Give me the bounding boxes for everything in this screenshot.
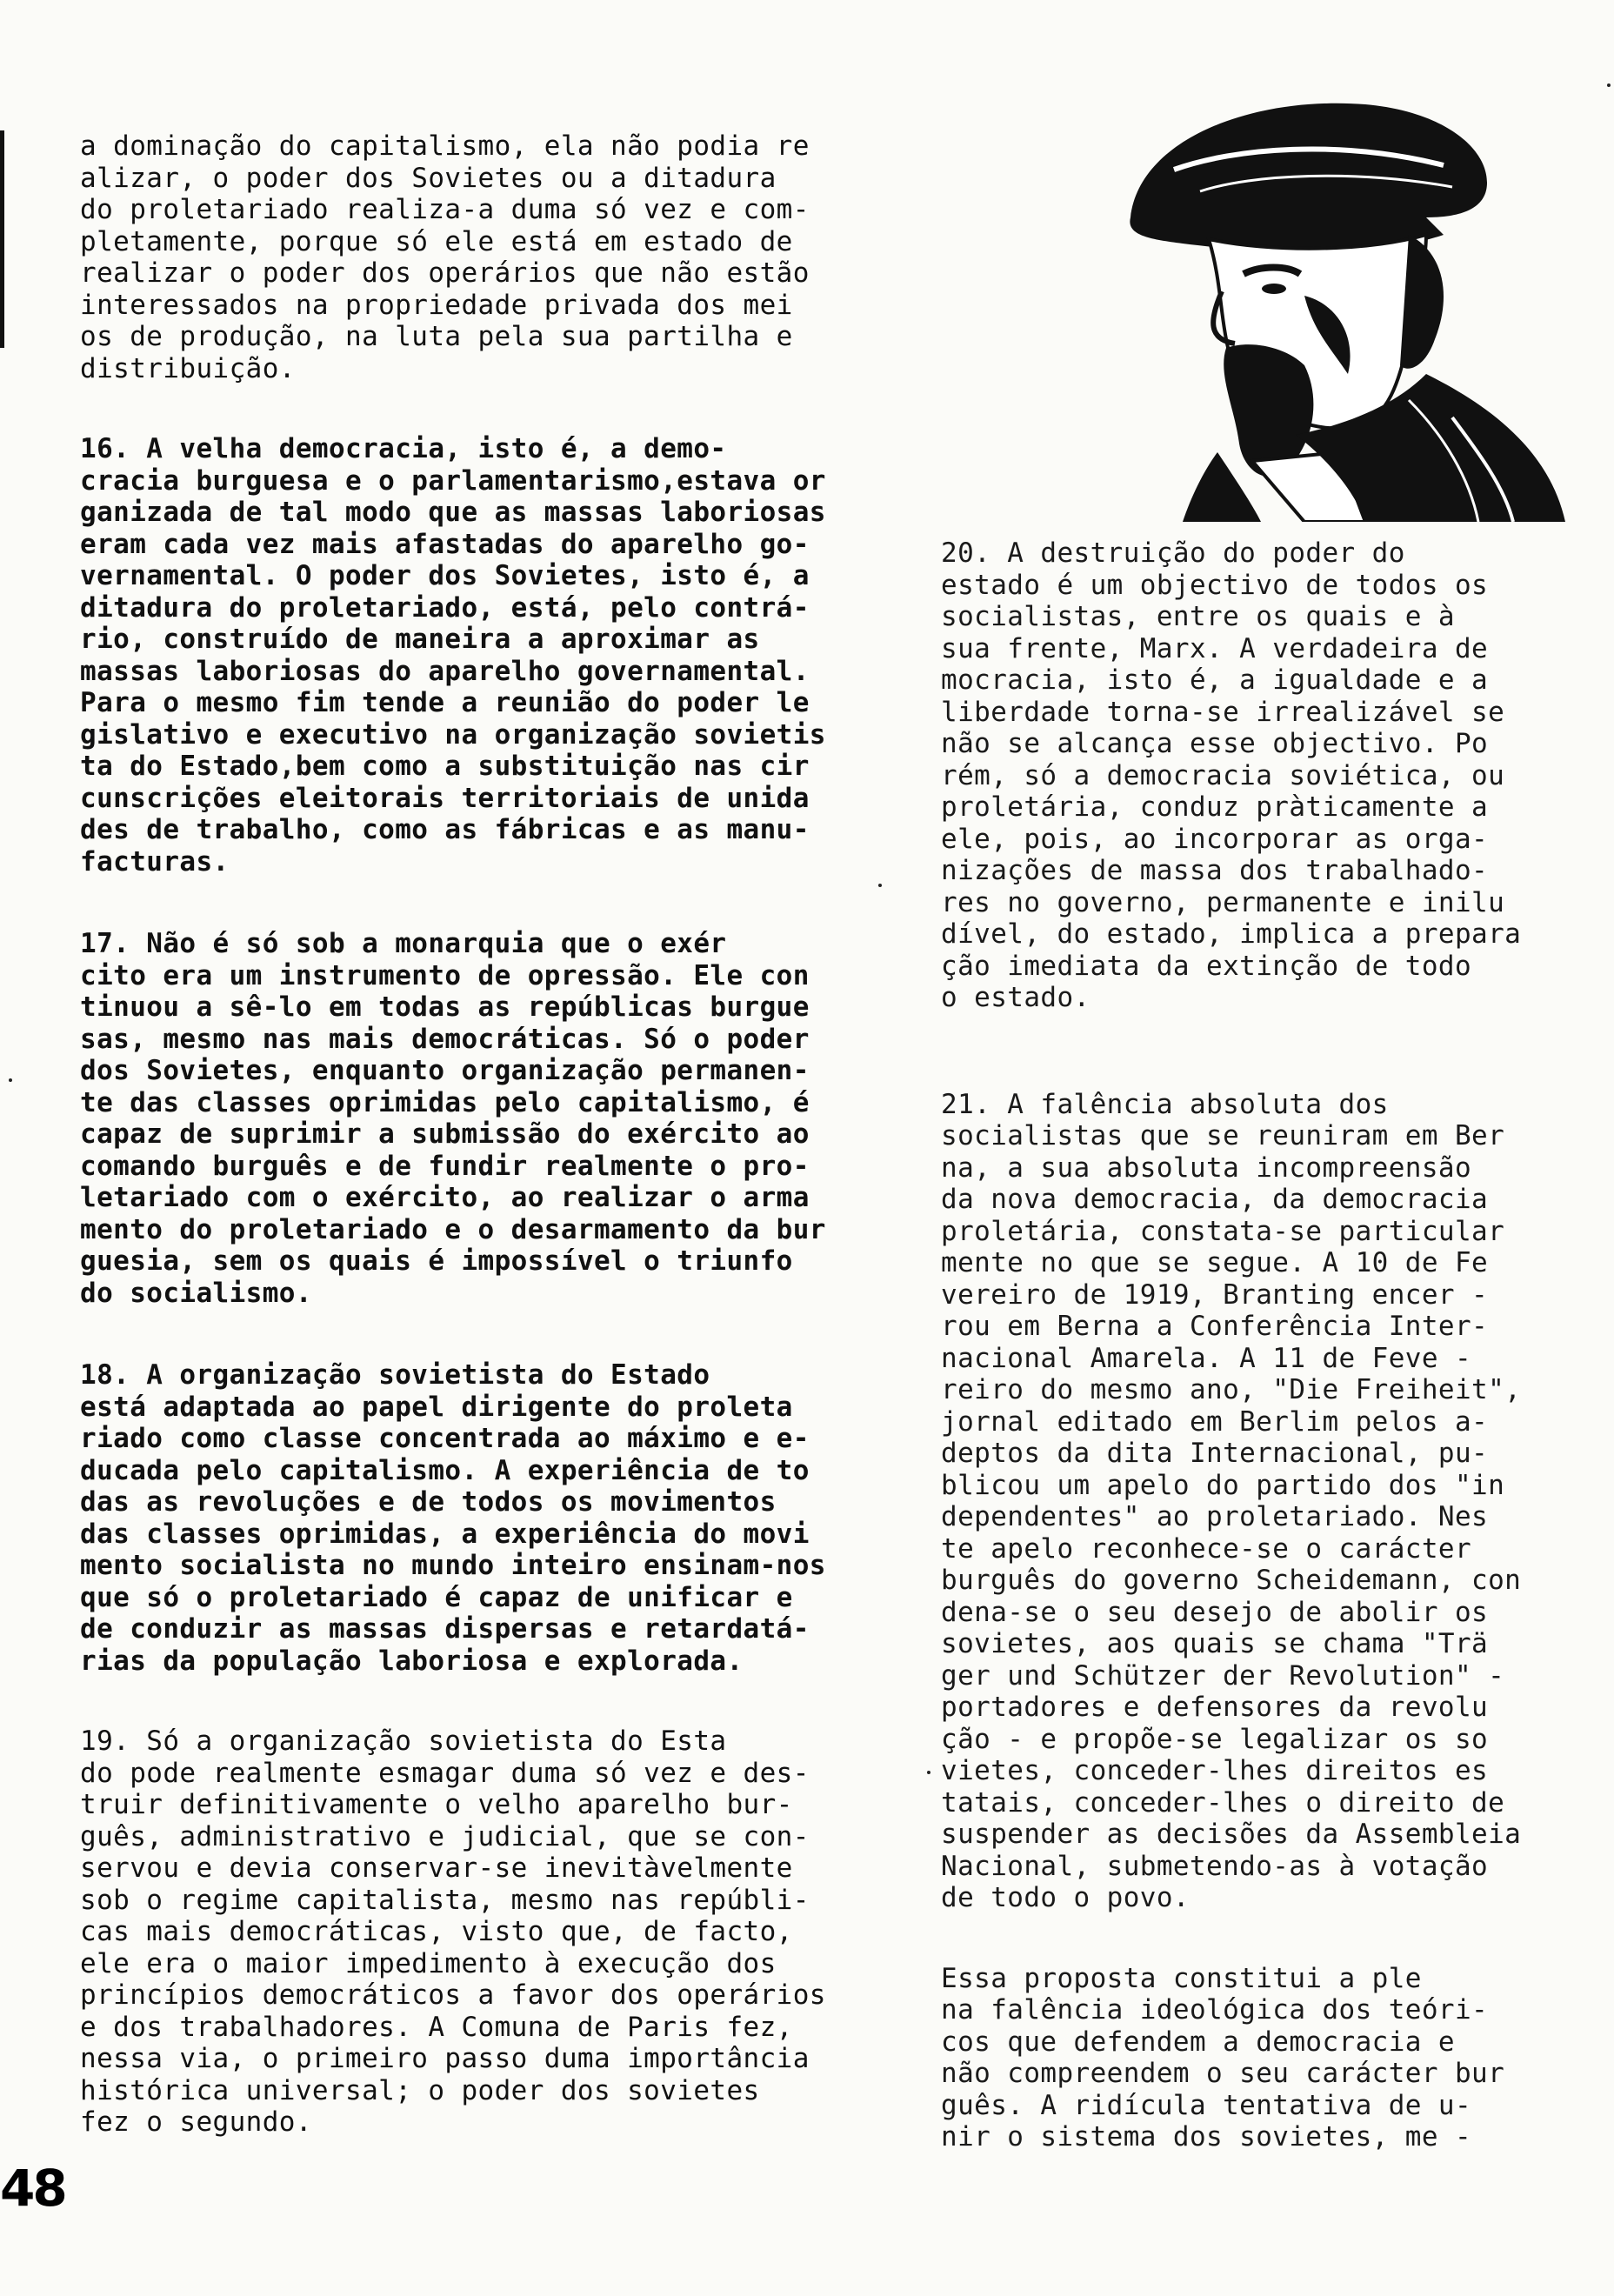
paragraph-21: 21. A falência absoluta dos socialistas que se reuniram em Ber na, a sua absoluta incompreensão da nova democracia, da democracia proletária, constata-se particular mente no que se segue. A 10 de Fe vereiro de 1919, Branting encer - rou em Berna a Conferência Inter- nacional Amarela. A 11 de Feve - reiro do mesmo ano, "Die Freiheit", jornal editado em Berlim pelos a- deptos da dita Internacional, pu- blicou um apelo do partido dos "in dependentes" ao proletariado. Nes te apelo reconhece-se o carácter burguês do governo Scheidemann, con dena-se o seu desejo de abolir os sovietes, aos quais se chama "Trä ger und Schützer der Revolution" - portadores e defensores da revolu ção - e propõe-se legalizar os so vietes, conceder-lhes direitos es tatais, conceder-lhes o direito de suspender as decisões da Assembleia Nacional, submetendo-as à votação de todo o povo. (941, 1088, 1522, 1913)
print-speck (9, 1078, 12, 1082)
paragraph-17: 17. Não é só sob a monarquia que o exér cito era um instrumento de opressão. Ele con tinuou a sê-lo em todas as repúblicas burgue sas, mesmo nas mais democráticas. Só o poder dos Sovietes, enquanto organização permanen- te das classes oprimidas pelo capitalismo, é capaz de suprimir a submissão do exército ao comando burguês e de fundir realmente o pro- letariado com o exército, ao realizar o arma mento do proletariado e o desarmamento da bur guesia, sem os quais é impossível o triunfo do socialismo. (80, 928, 826, 1309)
print-speck (927, 1771, 930, 1774)
paragraph-18: 18. A organização sovietista do Estado está adaptada ao papel dirigente do proleta riado como classe concentrada ao máximo e e- ducada pelo capitalismo. A experiência de to das as revoluções e de todos os movimentos das classes oprimidas, a experiência do movi mento socialista no mundo inteiro ensinam-nos que só o proletariado é capaz de unificar e de conduzir as massas dispersas e retardatá- rias da população laboriosa e explorada. (80, 1359, 826, 1677)
page-number: 48 (0, 2159, 65, 2218)
print-speck (1607, 83, 1611, 87)
right-column (941, 537, 1576, 2153)
paragraph-16: 16. A velha democracia, isto é, a demo- cracia burguesa e o parlamentarismo,estava or ganizada de tal modo que as massas laboriosas eram cada vez mais afastadas do aparelho go- vernamental. O poder dos Sovietes, isto é, a ditadura do proletariado, está, pelo contrá- rio, construído de maneira a aproximar as massas laboriosas do aparelho governamental. Para o mesmo fim tende a reunião do poder le gislativo e executivo na organização sovietis ta do Estado,bem como a substituição nas cir cunscrições eleitorais territoriais de unida des de trabalho, como as fábricas e as manu- facturas. (80, 433, 826, 878)
paragraph-intro: a dominação do capitalismo, ela não podia re alizar, o poder dos Sovietes ou a ditadura do proletariado realiza-a duma só vez e com- pletamente, porque só ele está em estado de realizar o poder dos operários que não estão interessados na propriedade privada dos mei os de produção, na luta pela sua partilha e distribuição. (80, 130, 810, 384)
paragraph-20: 20. A destruição do poder do estado é um objectivo de todos os socialistas, entre os quais e à sua frente, Marx. A verdadeira de mocracia, isto é, a igualdade e a liberdade torna-se irrealizável se não se alcança esse objectivo. Po rém, só a democracia soviética, ou proletária, conduz pràticamente a ele, pois, ao incorporar as orga- nizações de massa dos trabalhado- res no governo, permanente e inilu dível, do estado, implica a prepara ção imediata da extinção de todo o estado. (941, 537, 1522, 1013)
margin-rule (0, 130, 4, 348)
left-column (80, 130, 896, 2139)
print-speck (878, 884, 882, 887)
paragraph-conclusion: Essa proposta constitui a ple na falência ideológica dos teóri- cos que defendem a democracia e não compreendem o seu carácter bur guês. A ridícula tentativa de u- nir o sistema dos sovietes, me - (941, 1962, 1505, 2152)
lenin-portrait (1078, 87, 1565, 522)
paragraph-19: 19. Só a organização sovietista do Esta do pode realmente esmagar duma só vez e des- truir definitivamente o velho aparelho bur- guês, administrativo e judicial, que se con- servou e devia conservar-se inevitàvelmente sob o regime capitalista, mesmo nas repúbli- cas mais democráticas, visto que, de facto, ele era o maior impedimento à execução dos princípios democráticos a favor dos operários e dos trabalhadores. A Comuna de Paris fez, nessa via, o primeiro passo duma importância histórica universal; o poder dos sovietes fez o segundo. (80, 1725, 826, 2138)
